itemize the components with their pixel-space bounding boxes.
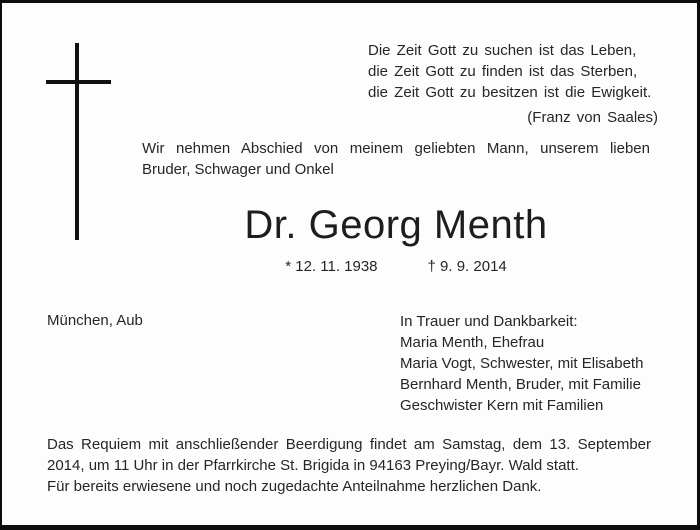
quote-attribution: (Franz von Saales): [527, 109, 658, 126]
funeral-info-block: [47, 434, 651, 497]
mourner-line: Geschwister Kern mit Familien: [400, 397, 604, 414]
mourner-line: Bernhard Menth, Bruder, mit Familie: [400, 376, 641, 393]
mourner-line: Maria Menth, Ehefrau: [400, 334, 545, 351]
quote-line: die Zeit Gott zu besitzen ist die Ewigkeit.: [368, 84, 652, 101]
announcement-line: Wir nehmen Abschied von meinem geliebten Mann, unserem lieben: [142, 140, 650, 157]
life-dates: [142, 256, 650, 277]
funeral-line: 2014, um 11 Uhr in der Pfarrkirche St. Brigida in 94163 Preying/Bayr. Wald statt.: [47, 457, 579, 474]
quote-block: [368, 40, 658, 128]
announcement-line: Bruder, Schwager und Onkel: [142, 161, 334, 178]
quote-line: die Zeit Gott zu finden ist das Sterben,: [368, 63, 638, 80]
cross-icon: [75, 43, 79, 240]
birth-date: * 12. 11. 1938: [285, 258, 378, 275]
place-line: München, Aub: [47, 312, 143, 329]
mourners-header: In Trauer und Dankbarkeit:: [400, 313, 578, 330]
mourners-block: [400, 311, 660, 416]
cross-icon: [46, 80, 111, 84]
deceased-name: Dr. Georg Menth: [244, 203, 548, 247]
announcement-block: [142, 138, 650, 180]
funeral-line: Für bereits erwiesene und noch zugedachte Anteilnahme herzlichen Dank.: [47, 478, 542, 495]
funeral-line: Das Requiem mit anschließender Beerdigung findet am Samstag, dem 13. September: [47, 436, 651, 453]
death-date: † 9. 9. 2014: [427, 258, 507, 275]
mourner-line: Maria Vogt, Schwester, mit Elisabeth: [400, 355, 644, 372]
quote-line: Die Zeit Gott zu suchen ist das Leben,: [368, 42, 637, 59]
